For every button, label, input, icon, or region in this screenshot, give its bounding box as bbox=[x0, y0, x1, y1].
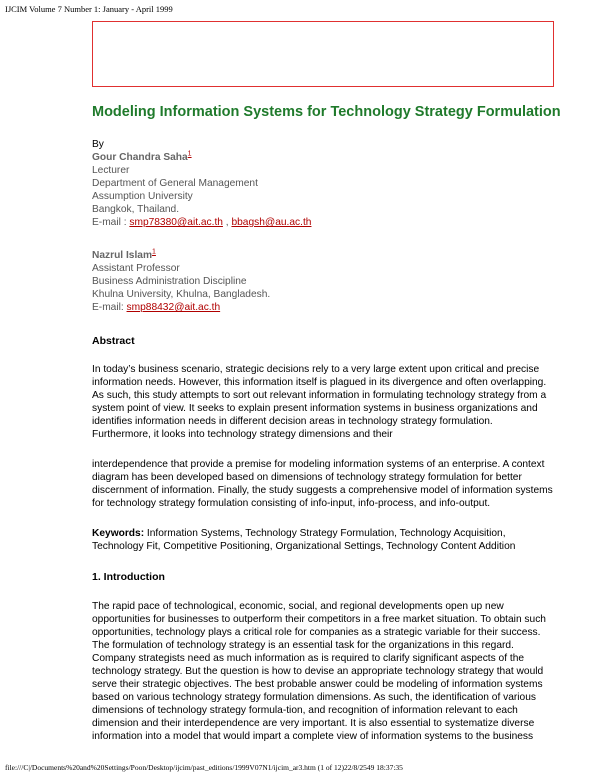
text-line: discernment of information. Finally, the study suggests a comprehensive model of information systems bbox=[92, 485, 553, 496]
author-email-line bbox=[92, 301, 270, 314]
author-name: Nazrul Islam bbox=[92, 250, 153, 261]
author-name-line bbox=[92, 249, 270, 262]
section-heading-introduction: 1. Introduction bbox=[92, 571, 165, 583]
author-email-line bbox=[92, 216, 311, 229]
by-label: By bbox=[92, 139, 104, 150]
text-line: As such, this study attempts to sort out relevant information in formulating technology strategy from a bbox=[92, 390, 547, 401]
email-label: E-mail : bbox=[92, 217, 130, 228]
footnote-link[interactable]: 1 bbox=[187, 150, 192, 158]
print-footer-url: file:///C|/Documents%20and%20Settings/Poon/Desktop/ijcim/past_editions/1999V07N1/ijcim_ar3.htm (1 of 12)22/8/2549 18:37:35 bbox=[5, 763, 403, 772]
page-title: Modeling Information Systems for Technology Strategy Formulation bbox=[92, 104, 561, 120]
text-line: based on various technology strategy formulation dimensions. As such, the identification of various bbox=[92, 692, 536, 703]
author-affiliation-line: Department of General Management bbox=[92, 178, 258, 189]
email-link[interactable]: bbagsh@au.ac.th bbox=[231, 217, 312, 228]
text-line: opportunities, technology plays a critical role for companies as a strategic variable for their success. bbox=[92, 627, 541, 638]
text-line: serve their strategic objectives. The best probable answer could be modeling of information systems bbox=[92, 679, 543, 690]
text-line: information into a model that would impart a complete view of information systems to the business bbox=[92, 731, 534, 742]
missing-image-frame bbox=[92, 21, 554, 87]
keywords-line: Technology Fit, Competitive Positioning, Organizational Settings, Technology Content Addition bbox=[92, 541, 516, 552]
text-line: for technology strategy formulation consisting of info-input, info-process, and info-output. bbox=[92, 498, 491, 509]
email-separator: , bbox=[222, 217, 232, 228]
author-affiliation-line: Bangkok, Thailand. bbox=[92, 204, 180, 215]
abstract-paragraph-1 bbox=[92, 363, 592, 441]
introduction-paragraph bbox=[92, 600, 592, 743]
text-line: Company strategists need as much information as is required to clarify significant aspects of the bbox=[92, 653, 525, 664]
text-line: information needs. However, this information itself is plagued in its divergence and often overlapping. bbox=[92, 377, 547, 388]
author-affiliation-line: Khulna University, Khulna, Bangladesh. bbox=[92, 289, 271, 300]
author-affiliation-line: Assumption University bbox=[92, 191, 193, 202]
text-line: interdependence that provide a premise for modeling information systems of an enterprise. A context bbox=[92, 459, 545, 470]
author-affiliation-line: Assistant Professor bbox=[92, 263, 180, 274]
author-name: Gour Chandra Saha bbox=[92, 152, 188, 163]
text-line: opportunities for businesses to outperform their competitors in a free market situation. To obtain such bbox=[92, 614, 546, 625]
running-header: IJCIM Volume 7 Number 1: January - April 1999 bbox=[5, 4, 173, 14]
text-line: In today’s business scenario, strategic decisions rely to a very large extent upon critical and precise bbox=[92, 364, 540, 375]
text-line: identifies information needs in different decision areas in technology strategy formulation. bbox=[92, 416, 493, 427]
text-line: The formulation of technology strategy is an essential task for the organizations in this regard. bbox=[92, 640, 514, 651]
email-link[interactable]: smp88432@ait.ac.th bbox=[126, 302, 221, 313]
keywords-block bbox=[92, 527, 592, 553]
keywords-line bbox=[92, 527, 592, 540]
text-line: system point of view. It seeks to explain present information systems in business organizations and bbox=[92, 403, 538, 414]
abstract-paragraph-2 bbox=[92, 458, 592, 510]
keywords-label: Keywords: bbox=[92, 528, 145, 539]
text-line: dimension and their interdependence are very important. It is also essential to systematize diverse bbox=[92, 718, 535, 729]
author-block-2 bbox=[92, 249, 270, 314]
text-line: The rapid pace of technological, economic, social, and regional developments open up new bbox=[92, 601, 504, 612]
author-name-line bbox=[92, 151, 311, 164]
text-line: dimensions of technology strategy formula-tion, and recognition of information relevant to each bbox=[92, 705, 518, 716]
keywords-text: Information Systems, Technology Strategy Formulation, Technology Acquisition, bbox=[144, 528, 506, 539]
text-line: Furthermore, it looks into technology strategy dimensions and their bbox=[92, 429, 393, 440]
footnote-link[interactable]: 1 bbox=[152, 248, 156, 256]
email-label: E-mail: bbox=[92, 302, 127, 313]
author-affiliation-line: Business Administration Discipline bbox=[92, 276, 247, 287]
text-line: technology strategy. But the question is how to devise an appropriate technology strategy that would bbox=[92, 666, 544, 677]
email-link[interactable]: smp78380@ait.ac.th bbox=[129, 217, 223, 228]
author-affiliation-line: Lecturer bbox=[92, 165, 130, 176]
abstract-heading: Abstract bbox=[92, 335, 135, 347]
text-line: diagram has been developed based on dimensions of technology strategy formulation for better bbox=[92, 472, 522, 483]
author-block-1 bbox=[92, 138, 311, 229]
